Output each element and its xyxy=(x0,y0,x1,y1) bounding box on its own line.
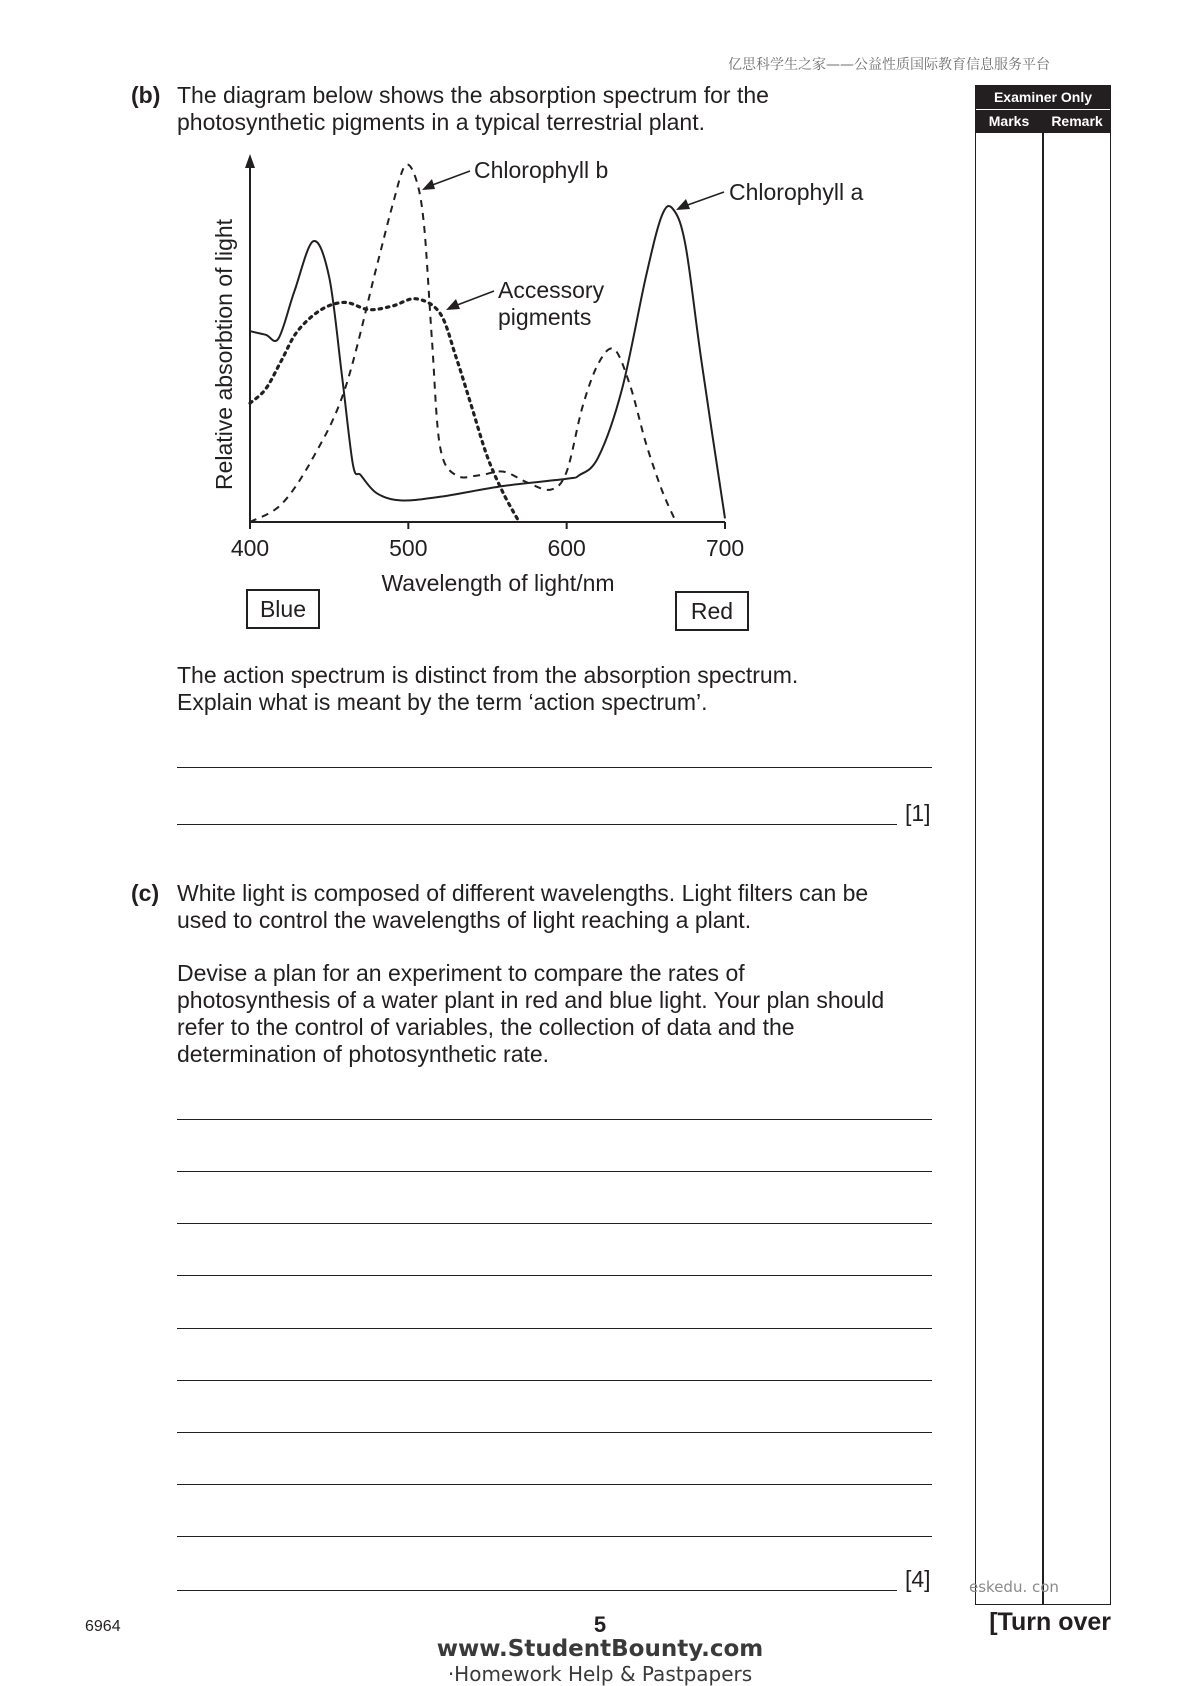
part-b-marks: [1] xyxy=(905,800,931,826)
part-c-question-line: Devise a plan for an experiment to compare the rates of xyxy=(177,960,745,986)
chlorophyll-a-arrowhead xyxy=(676,199,690,210)
answer-line[interactable] xyxy=(177,1590,897,1591)
answer-line[interactable] xyxy=(177,1328,932,1329)
answer-line[interactable] xyxy=(177,1432,932,1433)
series-line-chlorophyll-b xyxy=(250,164,674,522)
chart-series xyxy=(250,164,725,522)
studentbounty-tagline: ·Homework Help & Pastpapers xyxy=(447,1662,753,1686)
answer-line[interactable] xyxy=(177,767,932,768)
series-line-chlorophyll-a xyxy=(250,206,725,518)
studentbounty-url[interactable]: www.StudentBounty.com xyxy=(436,1636,764,1662)
answer-line[interactable] xyxy=(177,1380,932,1381)
part-c-intro-line: White light is composed of different wavelengths. Light filters can be xyxy=(177,880,869,906)
examiner-title: Examiner Only xyxy=(976,86,1110,109)
part-c-intro-line: used to control the wavelengths of light reaching a plant. xyxy=(177,907,752,933)
turn-over: [Turn over xyxy=(989,1608,1111,1636)
answer-line[interactable] xyxy=(177,1275,932,1276)
chlorophyll-b-arrowhead xyxy=(422,179,435,190)
part-b-question-line: The action spectrum is distinct from the absorption spectrum. xyxy=(177,662,799,688)
part-b-question-line: Explain what is meant by the term ‘action spectrum’. xyxy=(177,689,708,715)
absorption-spectrum-chart xyxy=(0,0,1191,700)
y-axis-arrow xyxy=(245,154,255,168)
paper-code: 6964 xyxy=(85,1618,121,1635)
answer-line[interactable] xyxy=(177,1171,932,1172)
chlorophyll-a-label: Chlorophyll a xyxy=(729,179,864,205)
accessory-label-line1: Accessory xyxy=(498,277,605,303)
accessory-label-line2: pigments xyxy=(498,304,592,330)
answer-line[interactable] xyxy=(177,1119,932,1120)
answer-line[interactable] xyxy=(177,1536,932,1537)
part-c-marks: [4] xyxy=(905,1566,931,1592)
part-b-label: (b) xyxy=(131,82,161,108)
red-box-label: Red xyxy=(690,598,734,624)
watermark: eskedu. con xyxy=(969,1578,1059,1596)
header-note: 亿思科学生之家——公益性质国际教育信息服务平台 xyxy=(728,57,1050,73)
part-b-intro-line: photosynthetic pigments in a typical terrestrial plant. xyxy=(177,109,705,135)
part-b-intro-line: The diagram below shows the absorption spectrum for the xyxy=(177,82,769,108)
part-c-intro xyxy=(177,880,868,934)
remark-header: Remark xyxy=(1044,110,1110,133)
y-axis-label: Relative absorbtion of light xyxy=(211,218,237,490)
part-c-question-line: determination of photosynthetic rate. xyxy=(177,1041,550,1067)
x-tick-label: 400 xyxy=(230,535,270,561)
x-ticks xyxy=(231,522,744,561)
answer-line[interactable] xyxy=(177,1484,932,1485)
x-axis-label: Wavelength of light/nm xyxy=(381,570,615,596)
accessory-pointer xyxy=(452,291,494,307)
marks-header: Marks xyxy=(976,110,1042,133)
page-number: 5 xyxy=(593,1612,607,1637)
part-b-question xyxy=(177,662,798,716)
answer-line[interactable] xyxy=(177,1223,932,1224)
chlorophyll-b-label: Chlorophyll b xyxy=(474,157,609,183)
series-line-accessory-pigments xyxy=(250,299,519,522)
part-c-question-line: refer to the control of variables, the collection of data and the xyxy=(177,1014,795,1040)
x-tick-label: 700 xyxy=(705,535,745,561)
part-c-question-line: photosynthesis of a water plant in red and blue light. Your plan should xyxy=(177,987,885,1013)
part-c-question xyxy=(177,960,884,1068)
part-c-label: (c) xyxy=(131,880,160,906)
x-tick-label: 600 xyxy=(547,535,586,561)
x-tick-label: 500 xyxy=(389,535,428,561)
answer-line[interactable] xyxy=(177,824,897,825)
blue-box-label: Blue xyxy=(259,596,307,622)
accessory-arrowhead xyxy=(446,299,460,310)
